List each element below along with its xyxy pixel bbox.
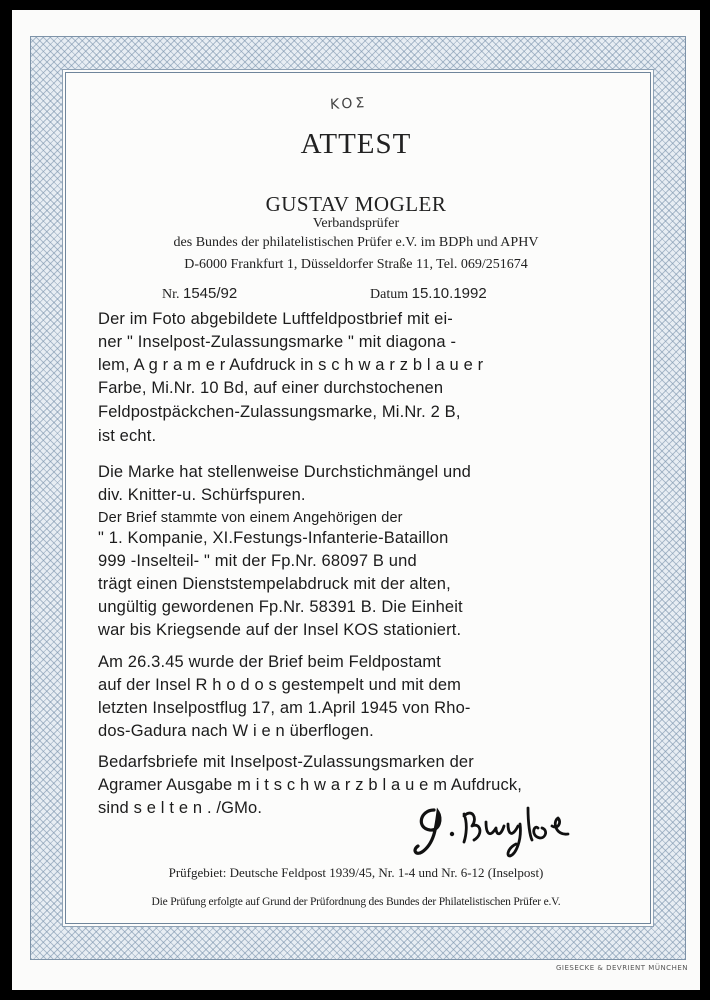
examination-scope: Prüfgebiet: Deutsche Feldpost 1939/45, Nr. 1-4 und Nr. 6-12 (Inselpost)	[168, 865, 544, 880]
text-line: div. Knitter-u. Schürfspuren.	[98, 486, 306, 504]
text-line: auf der Insel R h o d o s gestempelt und mit dem	[98, 676, 462, 694]
text-line: letzten Inselpostflug 17, am 1.April 1945 von Rho-	[98, 699, 471, 717]
text-line: war bis Kriegsende auf der Insel KOS stationiert.	[98, 621, 462, 639]
examination-note: Die Prüfung erfolgte auf Grund der Prüfordnung des Bundes der Philatelistischen Prüfer e.V.	[151, 896, 561, 908]
number-label: Nr.	[162, 287, 180, 302]
text-line: ner " Inselpost-Zulassungsmarke " mit diagona -	[98, 333, 457, 351]
number-value: 1545/92	[183, 285, 238, 302]
text-line: " 1. Kompanie, XI.Festungs-Infanterie-Bataillon	[98, 529, 449, 547]
examiner-signature	[412, 800, 622, 860]
text-line: sind s e l t e n . /GMo.	[98, 799, 263, 817]
certificate-date	[370, 285, 487, 303]
text-line: lem, A g r a m e r Aufdruck in s c h w a r z b l a u e r	[98, 356, 484, 374]
text-line: Feldpostpäckchen-Zulassungsmarke, Mi.Nr. 2 B,	[98, 403, 461, 421]
text-line: Der Brief stammte von einem Angehörigen der	[98, 510, 403, 526]
date-value: 15.10.1992	[411, 285, 487, 302]
handwritten-note: KOΣ	[329, 95, 368, 113]
examiner-address: D-6000 Frankfurt 1, Düsseldorfer Straße 11, Tel. 069/251674	[184, 257, 528, 272]
certificate-number	[162, 285, 237, 303]
text-line: 999 -Inselteil- " mit der Fp.Nr. 68097 B und	[98, 552, 417, 570]
examiner-affiliation: des Bundes der philatelistischen Prüfer e.V. im BDPh und APHV	[173, 235, 539, 250]
certificate-title: ATTEST	[300, 128, 412, 160]
text-line: Agramer Ausgabe m i t s c h w a r z b l a u e m Aufdruck,	[98, 776, 522, 794]
certificate-sheet	[12, 10, 700, 990]
text-line: ungültig gewordenen Fp.Nr. 58391 B. Die Einheit	[98, 598, 463, 616]
text-line: ist echt.	[98, 427, 157, 445]
text-line: trägt einen Dienststempelabdruck mit der alten,	[98, 575, 451, 593]
date-label: Datum	[370, 287, 409, 302]
text-line: dos-Gadura nach W i e n überflogen.	[98, 722, 374, 740]
examiner-role: Verbandsprüfer	[312, 216, 400, 231]
text-line: Am 26.3.45 wurde der Brief beim Feldpostamt	[98, 653, 442, 671]
printer-mark: GIESECKE & DEVRIENT MÜNCHEN	[556, 964, 688, 972]
text-line: Farbe, Mi.Nr. 10 Bd, auf einer durchstochenen	[98, 379, 444, 397]
text-line: Die Marke hat stellenweise Durchstichmängel und	[98, 463, 471, 481]
text-line: Bedarfsbriefe mit Inselpost-Zulassungsmarken der	[98, 753, 474, 771]
text-line: Der im Foto abgebildete Luftfeldpostbrief mit ei-	[98, 310, 453, 328]
examiner-name: GUSTAV MOGLER	[265, 192, 447, 216]
